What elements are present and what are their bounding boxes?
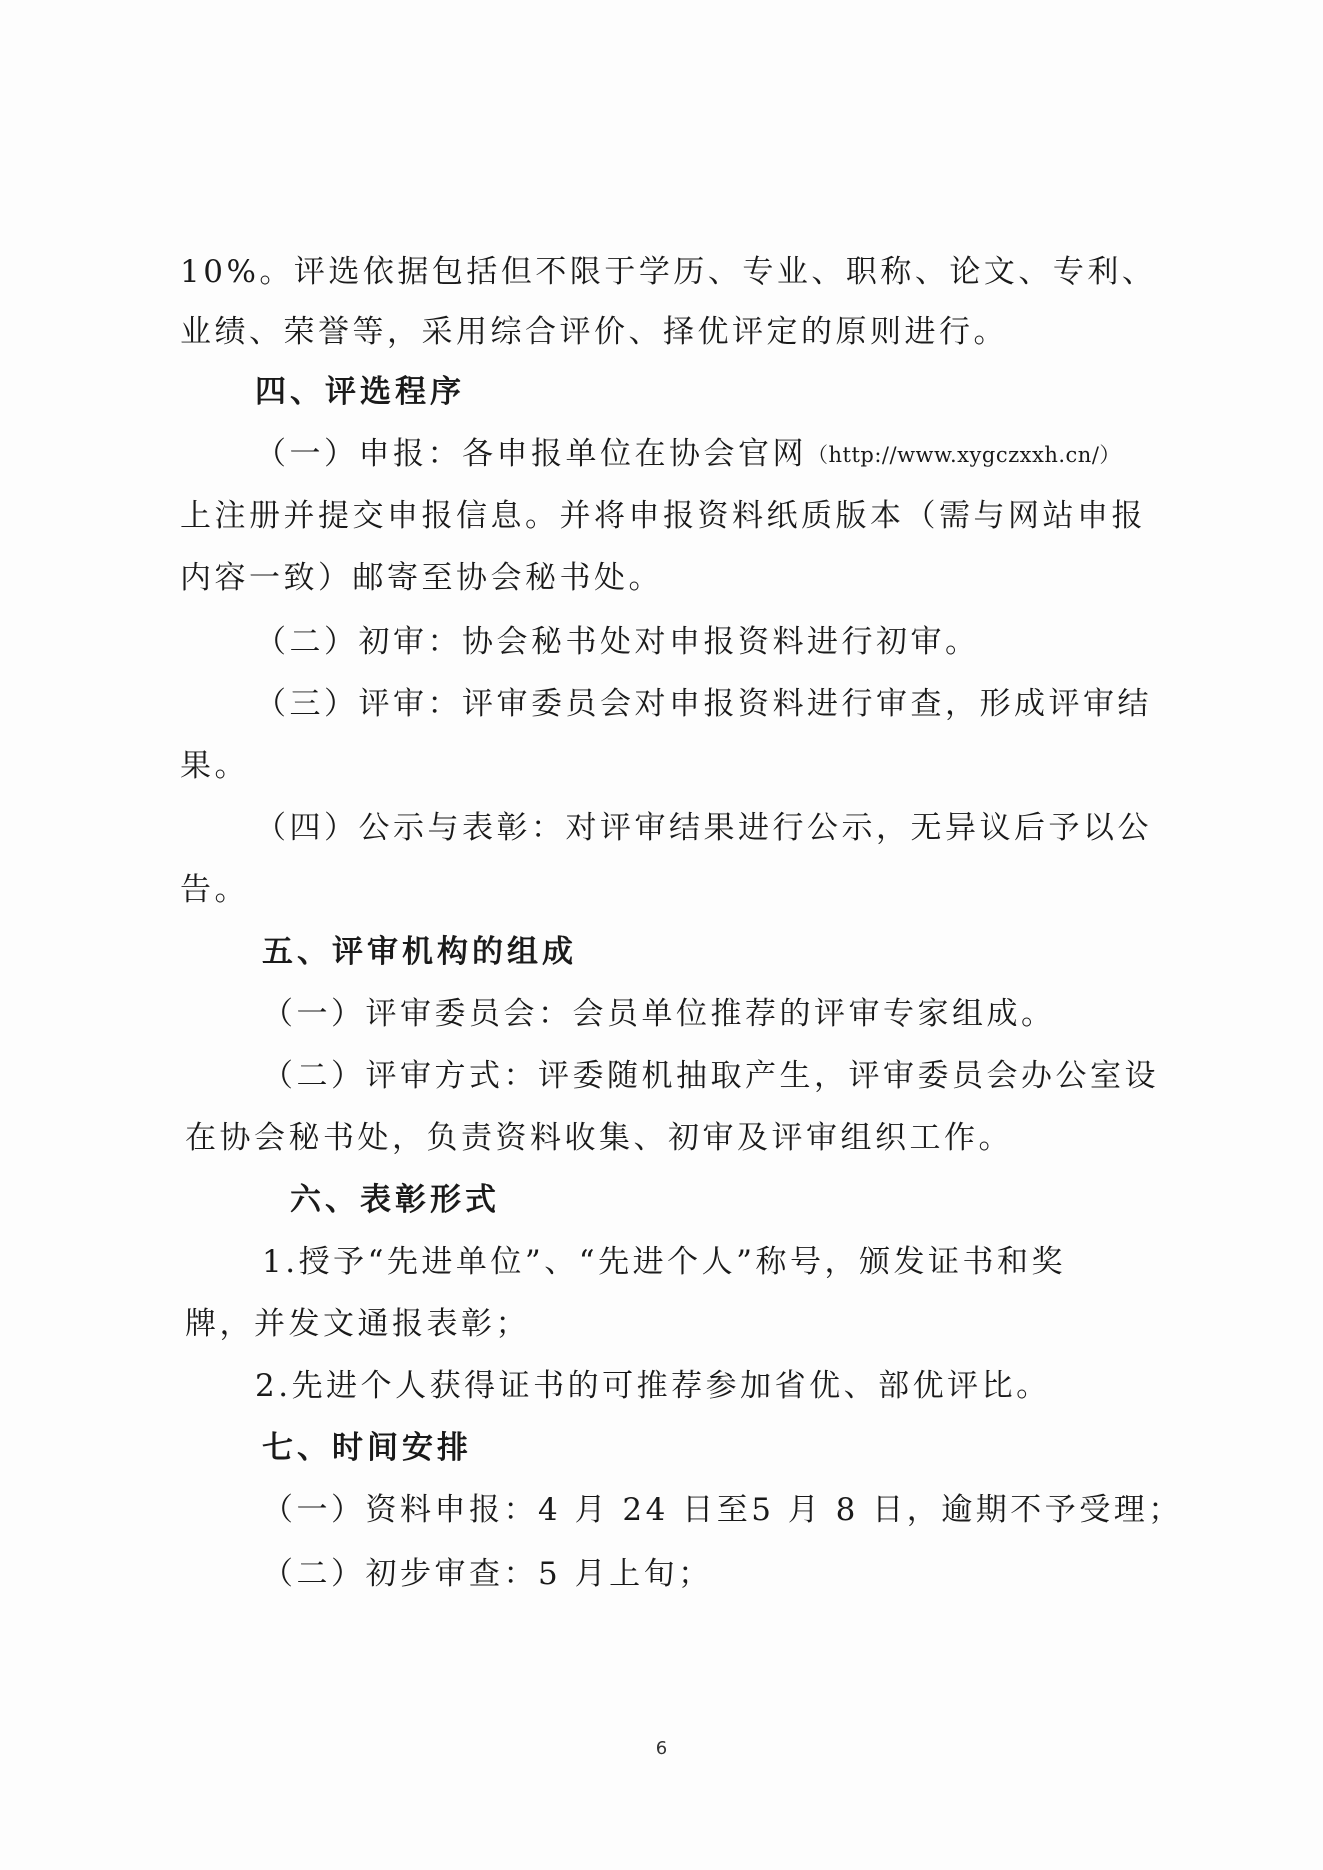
- body-line: （四）公示与表彰：对评审结果进行公示，无异议后予以公: [255, 810, 1152, 846]
- page-number: 6: [655, 1738, 668, 1759]
- body-line: 告。: [180, 872, 249, 908]
- body-line: （二）初步审查：5 月上旬；: [262, 1556, 713, 1592]
- body-line: 业绩、荣誉等，采用综合评价、择优评定的原则进行。: [180, 314, 1008, 350]
- body-line: 上注册并提交申报信息。并将申报资料纸质版本（需与网站申报: [180, 498, 1146, 534]
- body-line: （三）评审：评审委员会对申报资料进行审查，形成评审结: [255, 686, 1152, 722]
- body-line: （二）评审方式：评委随机抽取产生，评审委员会办公室设: [262, 1058, 1159, 1094]
- body-line: 果。: [180, 748, 249, 784]
- section-heading: 四、评选程序: [255, 374, 465, 410]
- body-line: [255, 434, 1121, 475]
- body-line: （一）资料申报：4 月 24 日至5 月 8 日，逾期不予受理；: [262, 1492, 1183, 1528]
- section-heading: 七、时间安排: [262, 1430, 472, 1466]
- body-line: 1.授予“先进单位”、“先进个人”称号，颁发证书和奖: [262, 1244, 1066, 1280]
- body-line: 在协会秘书处，负责资料收集、初审及评审组织工作。: [185, 1120, 1013, 1156]
- body-line: 牌，并发文通报表彰；: [185, 1306, 530, 1342]
- section-heading: 六、表彰形式: [290, 1182, 500, 1218]
- body-line: 内容一致）邮寄至协会秘书处。: [180, 560, 663, 596]
- body-line: 10%。评选依据包括但不限于学历、专业、职称、论文、专利、: [180, 254, 1157, 290]
- body-line: 2.先进个人获得证书的可推荐参加省优、部优评比。: [255, 1368, 1051, 1404]
- website-url: （http://www.xygczxxh.cn/）: [807, 443, 1121, 467]
- body-line-text: （一）申报：各申报单位在协会官网: [255, 436, 807, 472]
- body-line: （二）初审：协会秘书处对申报资料进行初审。: [255, 624, 980, 660]
- section-heading: 五、评审机构的组成: [262, 934, 577, 970]
- body-line: （一）评审委员会：会员单位推荐的评审专家组成。: [262, 996, 1056, 1032]
